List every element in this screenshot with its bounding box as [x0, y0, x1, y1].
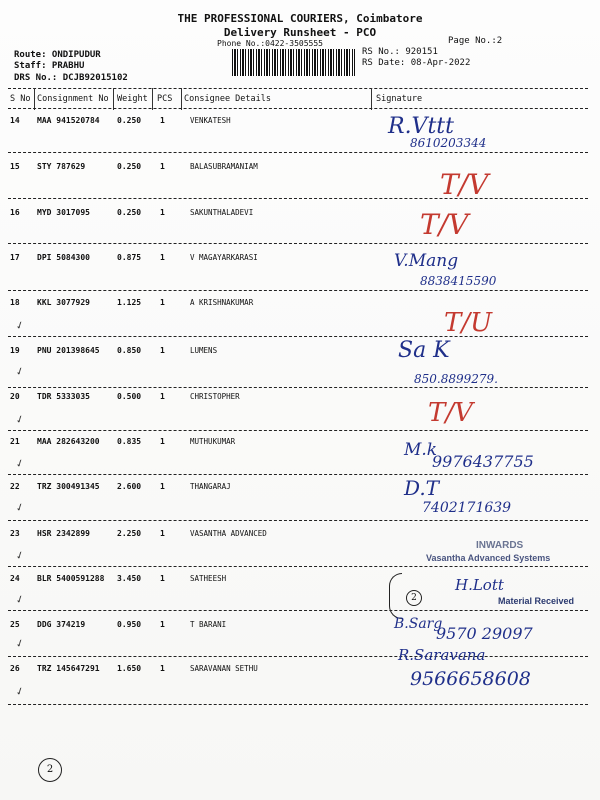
row-sno: 19: [10, 346, 20, 355]
row-consignee: A KRISHNAKUMAR: [190, 298, 254, 307]
page-number: Page No.:2: [448, 36, 503, 46]
row-consignment: KKL 3077929: [37, 298, 90, 307]
tick-mark: ✓: [13, 591, 26, 607]
row-phone: 8610203344: [410, 136, 487, 150]
row-phone: 7402171639: [422, 500, 512, 516]
row-pcs: 1: [160, 298, 165, 307]
row-divider: [8, 198, 588, 199]
row-sno: 23: [10, 529, 20, 538]
row-weight: 0.875: [117, 253, 142, 262]
col-divider: [152, 88, 153, 110]
row-pcs: 1: [160, 574, 165, 583]
tick-mark: ✓: [13, 317, 26, 333]
row-pcs: 1: [160, 529, 165, 538]
row-consignee: T BARANI: [190, 620, 227, 629]
row-consignee: LUMENS: [190, 346, 218, 355]
col-pcs: PCS: [157, 94, 173, 104]
row-weight: 2.250: [117, 529, 142, 538]
row-consignee: SATHEESH: [190, 574, 227, 583]
row-sno: 24: [10, 574, 20, 583]
tick-mark: ✓: [13, 683, 26, 699]
row-consignment: DPI 5084300: [37, 253, 90, 262]
row-consignee: V MAGAYARKARASI: [190, 253, 258, 262]
row-consignment: TDR 5333035: [37, 392, 90, 401]
row-consignment: TRZ 300491345: [37, 482, 100, 491]
tick-mark: ✓: [13, 363, 26, 379]
tick-mark: ✓: [13, 499, 26, 515]
row-signature: M.k: [404, 440, 438, 460]
row-weight: 1.125: [117, 298, 142, 307]
stamp-signature: H.Lott: [455, 576, 504, 594]
page-circle-mark: 2: [38, 758, 62, 782]
row-phone: 9570 29097: [436, 624, 533, 643]
row-consignee: SAKUNTHALADEVI: [190, 208, 254, 217]
row-divider: [8, 704, 588, 705]
row-sno: 15: [10, 162, 20, 171]
row-signature: T/V: [440, 168, 489, 201]
row-pcs: 1: [160, 162, 165, 171]
row-consignee: CHRISTOPHER: [190, 392, 240, 401]
row-pcs: 1: [160, 437, 165, 446]
row-divider: [8, 430, 588, 431]
tick-mark: ✓: [13, 455, 26, 471]
row-signature: T/V: [420, 208, 469, 241]
row-divider: [8, 520, 588, 521]
company-title: THE PROFESSIONAL COURIERS, Coimbatore: [177, 12, 423, 25]
row-signature: R.Saravana: [398, 646, 486, 664]
row-signature: T/V: [428, 398, 473, 428]
row-weight: 0.950: [117, 620, 142, 629]
row-sno: 22: [10, 482, 20, 491]
col-divider: [371, 88, 372, 110]
row-divider: [8, 387, 588, 388]
row-signature: B.Sarg: [394, 616, 443, 632]
row-pcs: 1: [160, 346, 165, 355]
row-divider: [8, 610, 588, 611]
row-divider: [8, 474, 588, 475]
row-weight: 0.250: [117, 162, 142, 171]
col-consignee: Consignee Details: [184, 94, 271, 104]
row-divider: [8, 152, 588, 153]
row-weight: 0.250: [117, 116, 142, 125]
row-divider: [8, 566, 588, 567]
row-signature: V.Mang: [394, 251, 459, 271]
tick-mark: ✓: [13, 635, 26, 651]
rs-date: RS Date: 08-Apr-2022: [362, 58, 471, 68]
row-consignee: THANGARAJ: [190, 482, 231, 491]
header-divider-bottom: [8, 108, 588, 109]
stamp-company: Vasantha Advanced Systems: [426, 553, 551, 563]
row-sno: 26: [10, 664, 20, 673]
row-pcs: 1: [160, 664, 165, 673]
row-pcs: 1: [160, 482, 165, 491]
header-divider-top: [8, 88, 588, 89]
row-weight: 0.500: [117, 392, 142, 401]
stamp-material-received: Material Received: [498, 596, 575, 606]
col-consignment: Consignment No: [37, 94, 109, 104]
row-weight: 2.600: [117, 482, 142, 491]
drs-number: DRS No.: DCJB92015102: [14, 73, 128, 83]
row-consignment: MAA 941520784: [37, 116, 100, 125]
row-consignment: PNU 201398645: [37, 346, 100, 355]
row-sno: 18: [10, 298, 20, 307]
route: Route: ONDIPUDUR: [14, 50, 101, 60]
row-sno: 17: [10, 253, 20, 262]
row-pcs: 1: [160, 620, 165, 629]
row-consignment: MAA 282643200: [37, 437, 100, 446]
col-divider: [181, 88, 182, 110]
row-phone: 9566658608: [410, 668, 531, 690]
row-weight: 0.850: [117, 346, 142, 355]
col-sno: S No: [10, 94, 31, 104]
row-consignment: TRZ 145647291: [37, 664, 100, 673]
row-consignee: BALASUBRAMANIAM: [190, 162, 258, 171]
row-sno: 14: [10, 116, 20, 125]
col-divider: [113, 88, 114, 110]
stamp-inwards: INWARDS: [476, 540, 524, 551]
row-signature: Sa K: [398, 338, 450, 363]
row-consignment: BLR 5400591288: [37, 574, 105, 583]
row-weight: 0.250: [117, 208, 142, 217]
row-phone: 850.8899279.: [414, 372, 498, 386]
row-consignee: VENKATESH: [190, 116, 231, 125]
row-consignee: MUTHUKUMAR: [190, 437, 236, 446]
bracket-mark: [389, 573, 402, 619]
row-weight: 1.650: [117, 664, 142, 673]
row-signature: R.Vttt: [388, 114, 454, 139]
row-sno: 16: [10, 208, 20, 217]
row-consignment: DDG 374219: [37, 620, 86, 629]
row-divider: [8, 243, 588, 244]
row-sno: 25: [10, 620, 20, 629]
row-pcs: 1: [160, 253, 165, 262]
row-weight: 3.450: [117, 574, 142, 583]
row-consignee: VASANTHA ADVANCED: [190, 529, 267, 538]
col-weight: Weight: [117, 94, 148, 104]
col-signature: Signature: [376, 94, 423, 104]
row-signature: D.T: [404, 476, 440, 500]
phone-number: Phone No.:0422-3505555: [217, 39, 323, 48]
tick-mark: ✓: [13, 411, 26, 427]
row-consignment: MYD 3017095: [37, 208, 90, 217]
row-divider: [8, 656, 588, 657]
row-divider: [8, 290, 588, 291]
row-phone: 8838415590: [420, 274, 497, 288]
staff: Staff: PRABHU: [14, 61, 85, 71]
row-pcs: 1: [160, 208, 165, 217]
row-signature: T/U: [444, 308, 493, 338]
row-pcs: 1: [160, 392, 165, 401]
document-title: Delivery Runsheet - PCO: [223, 26, 377, 39]
row-sno: 20: [10, 392, 20, 401]
bracket-number: 2: [406, 590, 422, 606]
col-divider: [34, 88, 35, 110]
rs-number: RS No.: 920151: [362, 47, 438, 57]
row-phone: 9976437755: [432, 452, 534, 471]
row-consignment: HSR 2342899: [37, 529, 90, 538]
row-weight: 0.835: [117, 437, 142, 446]
row-consignee: SARAVANAN SETHU: [190, 664, 258, 673]
barcode: [232, 49, 355, 76]
tick-mark: ✓: [13, 547, 26, 563]
row-consignment: STY 787629: [37, 162, 86, 171]
row-pcs: 1: [160, 116, 165, 125]
row-divider: [8, 336, 588, 337]
row-sno: 21: [10, 437, 20, 446]
